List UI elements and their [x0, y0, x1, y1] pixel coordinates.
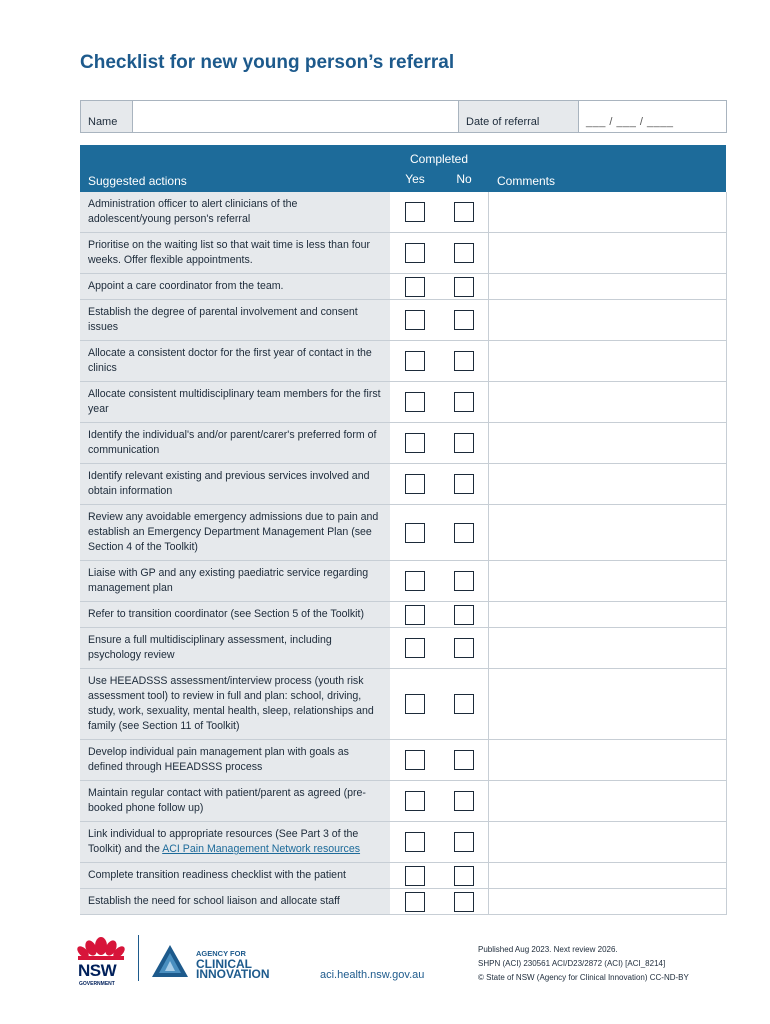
no-checkbox[interactable] — [454, 433, 474, 453]
action-text: Allocate consistent multidisciplinary team members for the first year — [80, 382, 390, 423]
checklist-row — [80, 423, 726, 464]
yes-cell — [390, 233, 440, 274]
yes-cell — [390, 628, 440, 669]
checklist-row — [80, 300, 726, 341]
yes-checkbox[interactable] — [405, 310, 425, 330]
comments-field[interactable] — [488, 192, 726, 233]
publication-info — [478, 943, 689, 985]
header-completed: Completed — [390, 145, 488, 169]
no-checkbox[interactable] — [454, 892, 474, 912]
no-cell — [440, 341, 488, 382]
action-text-part: Link individual to appropriate resources (See Part 3 of the Toolkit) and the — [88, 828, 359, 855]
checklist-row — [80, 740, 726, 781]
yes-checkbox[interactable] — [405, 638, 425, 658]
yes-cell — [390, 341, 440, 382]
checklist-row — [80, 561, 726, 602]
yes-cell — [390, 889, 440, 915]
yes-checkbox[interactable] — [405, 243, 425, 263]
yes-checkbox[interactable] — [405, 791, 425, 811]
no-checkbox[interactable] — [454, 694, 474, 714]
header-suggested-actions: Suggested actions — [80, 169, 390, 192]
yes-checkbox[interactable] — [405, 571, 425, 591]
no-checkbox[interactable] — [454, 791, 474, 811]
action-text: Develop individual pain management plan with goals as defined through HEEADSSS process — [80, 740, 390, 781]
yes-checkbox[interactable] — [405, 277, 425, 297]
checklist-row — [80, 233, 726, 274]
comments-field[interactable] — [488, 602, 726, 628]
checklist-row — [80, 628, 726, 669]
comments-field[interactable] — [488, 669, 726, 740]
aci-line-3: INNOVATION — [196, 967, 270, 981]
comments-field[interactable] — [488, 740, 726, 781]
aci-resources-link[interactable]: ACI Pain Management Network resources — [162, 843, 361, 855]
aci-wordmark — [196, 949, 270, 979]
yes-cell — [390, 300, 440, 341]
header-no: No — [440, 169, 488, 192]
action-text: Identify relevant existing and previous services involved and obtain information — [80, 464, 390, 505]
no-cell — [440, 781, 488, 822]
no-cell — [440, 505, 488, 561]
aci-triangle-icon — [150, 943, 190, 979]
date-of-referral-field[interactable]: ___ / ___ / ____ — [586, 116, 674, 128]
checklist-row — [80, 192, 726, 233]
checklist-table — [80, 145, 727, 915]
checklist-row — [80, 863, 726, 889]
action-text: Prioritise on the waiting list so that wait time is less than four weeks. Offer flexible appointments. — [80, 233, 390, 274]
yes-checkbox[interactable] — [405, 694, 425, 714]
comments-field[interactable] — [488, 423, 726, 464]
checklist-row — [80, 669, 726, 740]
checklist-row — [80, 382, 726, 423]
comments-field[interactable] — [488, 300, 726, 341]
published-line: Published Aug 2023. Next review 2026. — [478, 945, 618, 954]
yes-cell — [390, 505, 440, 561]
no-cell — [440, 423, 488, 464]
comments-field[interactable] — [488, 822, 726, 863]
name-date-row — [80, 100, 727, 133]
action-text: Use HEEADSSS assessment/interview process (youth risk assessment tool) to review in full and plan: school, driving, study, work, sexuality, mental health, sleep, relationships and family (see Section 11 of Toolkit) — [80, 669, 390, 740]
footer — [0, 925, 770, 1024]
nsw-government-label: GOVERNMENT — [79, 981, 115, 987]
no-checkbox[interactable] — [454, 310, 474, 330]
no-cell — [440, 464, 488, 505]
aci-line-1: AGENCY FOR — [196, 949, 246, 958]
yes-checkbox[interactable] — [405, 866, 425, 886]
action-text: Allocate a consistent doctor for the first year of contact in the clinics — [80, 341, 390, 382]
action-text: Establish the degree of parental involvement and consent issues — [80, 300, 390, 341]
checklist-row — [80, 341, 726, 382]
yes-checkbox[interactable] — [405, 392, 425, 412]
no-cell — [440, 628, 488, 669]
yes-checkbox[interactable] — [405, 605, 425, 625]
no-cell — [440, 274, 488, 300]
no-checkbox[interactable] — [454, 750, 474, 770]
no-cell — [440, 863, 488, 889]
yes-checkbox[interactable] — [405, 892, 425, 912]
header-blank — [80, 145, 390, 169]
header-blank-2 — [488, 145, 726, 169]
no-checkbox[interactable] — [454, 605, 474, 625]
name-label: Name — [81, 101, 133, 132]
date-of-referral-label: Date of referral — [459, 101, 579, 132]
yes-checkbox[interactable] — [405, 523, 425, 543]
no-cell — [440, 233, 488, 274]
no-checkbox[interactable] — [454, 832, 474, 852]
no-checkbox[interactable] — [454, 571, 474, 591]
yes-cell — [390, 464, 440, 505]
name-field[interactable] — [133, 101, 459, 132]
nsw-government-logo — [76, 932, 126, 987]
action-text: Establish the need for school liaison and allocate staff — [80, 889, 390, 915]
checklist-row — [80, 822, 726, 863]
action-text — [80, 822, 390, 863]
page-title: Checklist for new young person’s referral — [80, 52, 455, 73]
no-checkbox[interactable] — [454, 243, 474, 263]
comments-field[interactable] — [488, 382, 726, 423]
no-checkbox[interactable] — [454, 474, 474, 494]
yes-cell — [390, 781, 440, 822]
checklist-row — [80, 505, 726, 561]
yes-cell — [390, 822, 440, 863]
yes-cell — [390, 382, 440, 423]
shpn-line: SHPN (ACI) 230561 ACI/D23/2872 (ACI) [ACI_8214] — [478, 959, 666, 968]
yes-checkbox[interactable] — [405, 433, 425, 453]
yes-checkbox[interactable] — [405, 750, 425, 770]
comments-field[interactable] — [488, 341, 726, 382]
no-cell — [440, 822, 488, 863]
no-cell — [440, 192, 488, 233]
yes-cell — [390, 863, 440, 889]
no-cell — [440, 561, 488, 602]
comments-field[interactable] — [488, 889, 726, 915]
yes-cell — [390, 192, 440, 233]
action-text: Liaise with GP and any existing paediatric service regarding management plan — [80, 561, 390, 602]
checklist-row — [80, 464, 726, 505]
logo-divider — [138, 935, 139, 981]
copyright-line: © State of NSW (Agency for Clinical Innovation) CC-ND-BY — [478, 973, 689, 982]
yes-checkbox[interactable] — [405, 474, 425, 494]
comments-field[interactable] — [488, 464, 726, 505]
no-checkbox[interactable] — [454, 638, 474, 658]
action-text: Refer to transition coordinator (see Section 5 of the Toolkit) — [80, 602, 390, 628]
no-cell — [440, 602, 488, 628]
action-text: Appoint a care coordinator from the team. — [80, 274, 390, 300]
comments-field[interactable] — [488, 561, 726, 602]
header-yes: Yes — [390, 169, 440, 192]
action-text: Complete transition readiness checklist with the patient — [80, 863, 390, 889]
nsw-wordmark: NSW — [78, 961, 117, 980]
action-text: Administration officer to alert clinicians of the adolescent/young person's referral — [80, 192, 390, 233]
yes-cell — [390, 561, 440, 602]
website-url[interactable]: aci.health.nsw.gov.au — [320, 969, 425, 981]
yes-cell — [390, 669, 440, 740]
yes-checkbox[interactable] — [405, 832, 425, 852]
comments-field[interactable] — [488, 274, 726, 300]
aci-line-2: CLINICAL — [196, 957, 252, 971]
no-cell — [440, 300, 488, 341]
action-text: Maintain regular contact with patient/parent as agreed (pre-booked phone follow up) — [80, 781, 390, 822]
no-checkbox[interactable] — [454, 277, 474, 297]
action-text: Ensure a full multidisciplinary assessment, including psychology review — [80, 628, 390, 669]
yes-checkbox[interactable] — [405, 351, 425, 371]
checklist-row — [80, 602, 726, 628]
yes-cell — [390, 602, 440, 628]
no-checkbox[interactable] — [454, 351, 474, 371]
no-checkbox[interactable] — [454, 202, 474, 222]
yes-cell — [390, 274, 440, 300]
checklist-row — [80, 781, 726, 822]
comments-field[interactable] — [488, 505, 726, 561]
checklist-row — [80, 274, 726, 300]
action-text: Review any avoidable emergency admissions due to pain and establish an Emergency Department Management Plan (see Section 4 of the Toolkit) — [80, 505, 390, 561]
comments-field[interactable] — [488, 781, 726, 822]
header-comments: Comments — [488, 169, 726, 192]
yes-cell — [390, 740, 440, 781]
no-cell — [440, 889, 488, 915]
yes-cell — [390, 423, 440, 464]
checklist-row — [80, 889, 726, 915]
no-checkbox[interactable] — [454, 523, 474, 543]
no-checkbox[interactable] — [454, 866, 474, 886]
action-text: Identify the individual's and/or parent/carer's preferred form of communication — [80, 423, 390, 464]
comments-field[interactable] — [488, 863, 726, 889]
comments-field[interactable] — [488, 233, 726, 274]
yes-checkbox[interactable] — [405, 202, 425, 222]
no-cell — [440, 740, 488, 781]
no-cell — [440, 382, 488, 423]
comments-field[interactable] — [488, 628, 726, 669]
no-checkbox[interactable] — [454, 392, 474, 412]
no-cell — [440, 669, 488, 740]
waratah-icon — [76, 932, 126, 960]
